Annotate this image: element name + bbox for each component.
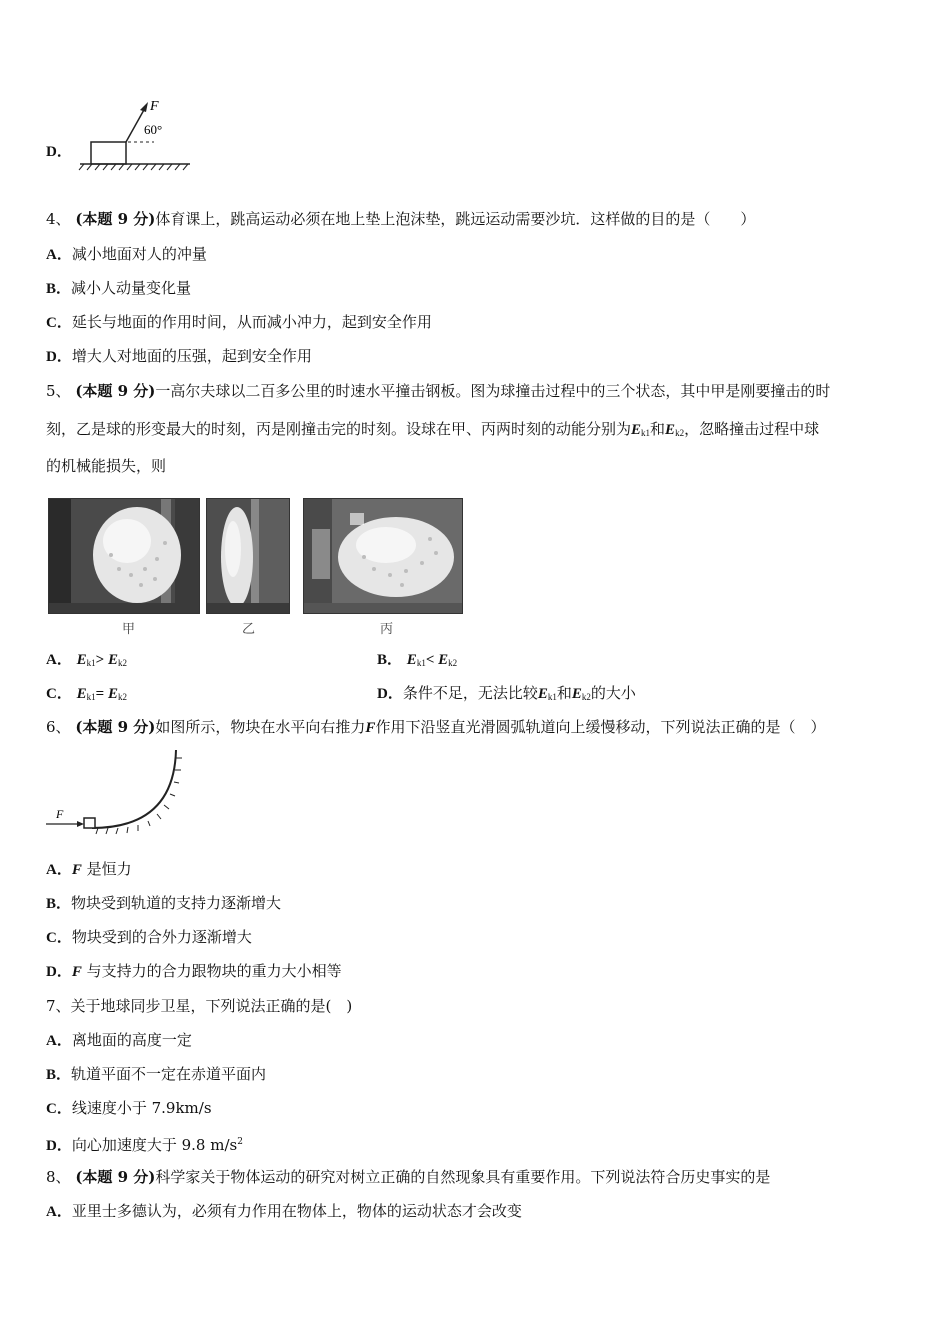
operator: < (425, 652, 439, 668)
option-label: C． (46, 930, 72, 946)
q6-option-a (46, 858, 132, 881)
subscript-k2: k2 (448, 658, 458, 668)
var-e: E (76, 686, 87, 702)
q7-option-c (46, 1097, 212, 1120)
option-text: 亚里士多德认为，必须有力作用在物体上，物体的运动状态才会改变 (71, 1202, 522, 1220)
q5-stem-line1 (46, 380, 830, 402)
option-text: 减小人动量变化量 (71, 279, 192, 297)
option-label: A． (46, 1033, 72, 1049)
question-text: 的机械能损失，则 (46, 457, 167, 475)
caption-yi: 乙 (242, 622, 256, 637)
subscript-k2: k2 (581, 692, 591, 702)
subscript-k1: k1 (86, 658, 96, 668)
question-score: (本题 9 分) (75, 210, 156, 228)
photo-bing (303, 498, 463, 614)
q8-option-a (46, 1200, 522, 1223)
q3-force-diagram (76, 96, 196, 172)
q5-option-d (377, 682, 636, 708)
q6-arc-diagram (44, 744, 194, 836)
subscript-k1: k1 (641, 428, 651, 438)
question-number: 4、 (46, 210, 71, 228)
option-label: A． (46, 652, 72, 668)
q7-option-a (46, 1029, 192, 1052)
q4-option-b (46, 277, 191, 300)
option-label: B． (46, 896, 72, 912)
caption-jia: 甲 (122, 622, 136, 637)
option-text: 条件不足，无法比较 (402, 684, 538, 702)
q8-stem (46, 1166, 770, 1188)
option-label: C． (46, 686, 72, 702)
angle-label: 60° (144, 122, 163, 137)
q6-option-b (46, 892, 281, 915)
option-label: D． (46, 144, 72, 160)
option-label: A． (46, 247, 72, 263)
q5-option-c (46, 682, 127, 708)
option-text: 是恒力 (86, 860, 132, 878)
option-text: 物块受到的合外力逐渐增大 (71, 928, 252, 946)
q7-stem (46, 995, 352, 1017)
option-label: B． (377, 652, 403, 668)
q4-option-a (46, 243, 207, 266)
option-label: C． (46, 1101, 72, 1117)
q6-stem (46, 716, 825, 739)
q5-option-b (377, 648, 457, 674)
force-label: F (150, 99, 159, 114)
var-e: E (107, 652, 118, 668)
q5-stem-line2 (46, 418, 819, 444)
option-label: A． (46, 862, 72, 878)
var-e: E (631, 422, 642, 438)
question-text: 作用下沿竖直光滑圆弧轨道向上缓慢移动，下列说法正确的是（ ） (375, 718, 826, 736)
question-text: 如图所示，物块在水平向右推力 (155, 718, 366, 736)
subscript-k2: k2 (675, 428, 685, 438)
q7-option-b (46, 1063, 266, 1086)
subscript-k1: k1 (86, 692, 96, 702)
option-text: 减小地面对人的冲量 (71, 245, 207, 263)
option-text: 延长与地面的作用时间，从而减小冲力，起到安全作用 (71, 313, 432, 331)
var-e: E (406, 652, 417, 668)
var-f: F (365, 720, 376, 736)
option-text: 的大小 (590, 684, 636, 702)
subscript-k1: k1 (547, 692, 557, 702)
question-text: 体育课上，跳高运动必须在地上垫上泡沫垫，跳远运动需要沙坑．这样做的目的是（ ） (155, 210, 756, 228)
question-text: ，忽略撞击过程中球 (684, 420, 820, 438)
q4-option-d (46, 345, 312, 368)
q7-option-d (46, 1131, 243, 1157)
var-e: E (537, 686, 548, 702)
option-text: 增大人对地面的压强，起到安全作用 (71, 347, 312, 365)
var-f: F (71, 964, 82, 980)
option-label: C． (46, 315, 72, 331)
q3-option-d (46, 140, 72, 163)
question-number: 6、 (46, 718, 71, 736)
option-label: B． (46, 281, 72, 297)
option-label: D． (46, 964, 72, 980)
block (91, 142, 126, 164)
option-text: 线速度小于 7.9km/s (71, 1099, 212, 1117)
option-text: 物块受到轨道的支持力逐渐增大 (71, 894, 282, 912)
operator: > (95, 652, 108, 668)
q5-option-a (46, 648, 127, 674)
var-e: E (76, 652, 87, 668)
var-e: E (438, 652, 449, 668)
question-text: 7、关于地球同步卫星，下列说法正确的是( ) (46, 997, 353, 1015)
option-label: D． (46, 1138, 72, 1154)
question-score: (本题 9 分) (75, 382, 156, 400)
var-e: E (665, 422, 676, 438)
option-text: 向心加速度大于 9.8 m/s (71, 1136, 238, 1154)
question-text: 刻，乙是球的形变最大的时刻，丙是刚撞击完的时刻。设球在甲、丙两时刻的动能分别为 (46, 420, 632, 438)
subscript-k2: k2 (117, 658, 127, 668)
question-score: (本题 9 分) (75, 1168, 156, 1186)
option-label: A． (46, 1204, 72, 1220)
caption-bing: 丙 (380, 622, 394, 637)
option-text: 离地面的高度一定 (71, 1031, 192, 1049)
option-label: B． (46, 1067, 72, 1083)
q4-option-c (46, 311, 432, 334)
question-text: 一高尔夫球以二百多公里的时速水平撞击钢板。图为球撞击过程中的三个状态，其中甲是刚要撞击的时 (155, 382, 831, 400)
q6-option-d (46, 960, 342, 983)
q5-stem-line3 (46, 455, 166, 477)
var-f: F (71, 862, 82, 878)
option-text: 轨道平面不一定在赤道平面内 (71, 1065, 267, 1083)
q6-option-c (46, 926, 252, 949)
photo-jia (48, 498, 200, 614)
force-arrow (126, 108, 145, 142)
conj: 和 (556, 684, 572, 702)
option-label: D． (46, 349, 72, 365)
question-score: (本题 9 分) (75, 718, 156, 736)
var-e: E (571, 686, 582, 702)
question-number: 8、 (46, 1168, 71, 1186)
option-label: D． (377, 686, 403, 702)
q4-stem (46, 208, 755, 230)
photo-yi (206, 498, 290, 614)
question-number: 5、 (46, 382, 71, 400)
arc-track (92, 750, 176, 828)
question-text: 科学家关于物体运动的研究对树立正确的自然现象具有重要作用。下列说法符合历史事实的是 (155, 1168, 771, 1186)
block (84, 818, 95, 828)
subscript-k1: k1 (416, 658, 426, 668)
force-label: F (56, 807, 64, 821)
subscript-k2: k2 (117, 692, 127, 702)
var-e: E (107, 686, 118, 702)
operator: = (95, 686, 108, 702)
conj: 和 (650, 420, 666, 438)
option-text: 与支持力的合力跟物块的重力大小相等 (86, 962, 342, 980)
superscript: 2 (237, 1137, 243, 1147)
